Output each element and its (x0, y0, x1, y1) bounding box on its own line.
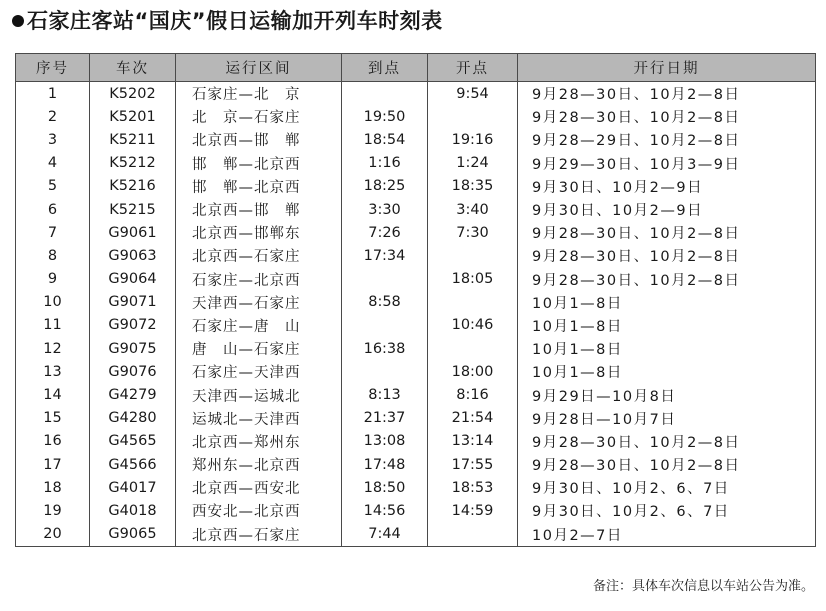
departure-time (428, 244, 518, 267)
row-index: 3 (16, 128, 90, 151)
departure-time: 18:00 (428, 360, 518, 383)
route: 北京西—西安北 (176, 476, 342, 499)
table-row (16, 314, 816, 337)
route: 石家庄—北京西 (176, 268, 342, 291)
column-header-train-number: 车次 (90, 54, 176, 82)
operating-dates: 9月29—30日、10月3—9日 (518, 152, 816, 175)
row-index: 20 (16, 523, 90, 547)
operating-dates: 9月28日—10月7日 (518, 407, 816, 430)
row-index: 8 (16, 244, 90, 267)
table-row (16, 291, 816, 314)
operating-dates: 10月2—7日 (518, 523, 816, 547)
row-index: 19 (16, 499, 90, 522)
train-number: G9075 (90, 337, 176, 360)
route: 邯 郸—北京西 (176, 175, 342, 198)
arrival-time: 18:25 (342, 175, 428, 198)
table-row (16, 268, 816, 291)
column-header-departure: 开点 (428, 54, 518, 82)
operating-dates: 9月28—30日、10月2—8日 (518, 82, 816, 106)
table-row (16, 128, 816, 151)
row-index: 2 (16, 105, 90, 128)
row-index: 16 (16, 430, 90, 453)
departure-time (428, 291, 518, 314)
table-row (16, 152, 816, 175)
arrival-time: 7:44 (342, 523, 428, 547)
departure-time: 10:46 (428, 314, 518, 337)
route: 石家庄—天津西 (176, 360, 342, 383)
arrival-time: 13:08 (342, 430, 428, 453)
train-number: G4017 (90, 476, 176, 499)
operating-dates: 9月28—30日、10月2—8日 (518, 105, 816, 128)
train-number: G4565 (90, 430, 176, 453)
footnote: 备注：具体车次信息以车站公告为准。 (592, 579, 814, 594)
row-index: 7 (16, 221, 90, 244)
operating-dates: 10月1—8日 (518, 337, 816, 360)
table-row (16, 407, 816, 430)
row-index: 4 (16, 152, 90, 175)
route: 石家庄—唐 山 (176, 314, 342, 337)
arrival-time (342, 82, 428, 106)
arrival-time: 14:56 (342, 499, 428, 522)
operating-dates: 9月28—30日、10月2—8日 (518, 430, 816, 453)
row-index: 18 (16, 476, 90, 499)
table-row (16, 453, 816, 476)
arrival-time: 3:30 (342, 198, 428, 221)
column-header-route: 运行区间 (176, 54, 342, 82)
column-header-arrival: 到点 (342, 54, 428, 82)
train-number: G4566 (90, 453, 176, 476)
arrival-time: 17:48 (342, 453, 428, 476)
route: 北京西—石家庄 (176, 523, 342, 547)
table-row (16, 360, 816, 383)
table-row (16, 105, 816, 128)
arrival-time: 18:50 (342, 476, 428, 499)
arrival-time (342, 314, 428, 337)
operating-dates: 9月30日、10月2、6、7日 (518, 499, 816, 522)
operating-dates: 9月30日、10月2—9日 (518, 198, 816, 221)
departure-time: 18:35 (428, 175, 518, 198)
arrival-time: 16:38 (342, 337, 428, 360)
arrival-time: 7:26 (342, 221, 428, 244)
train-number: G9071 (90, 291, 176, 314)
row-index: 14 (16, 383, 90, 406)
table-row (16, 244, 816, 267)
arrival-time: 8:13 (342, 383, 428, 406)
bullet-icon (12, 15, 24, 27)
route: 郑州东—北京西 (176, 453, 342, 476)
column-header-operating-dates: 开行日期 (518, 54, 816, 82)
route: 北京西—郑州东 (176, 430, 342, 453)
train-number: K5216 (90, 175, 176, 198)
arrival-time (342, 268, 428, 291)
row-index: 9 (16, 268, 90, 291)
arrival-time: 17:34 (342, 244, 428, 267)
route: 天津西—石家庄 (176, 291, 342, 314)
row-index: 5 (16, 175, 90, 198)
operating-dates: 9月28—30日、10月2—8日 (518, 244, 816, 267)
timetable (15, 53, 816, 547)
route: 北京西—邯 郸 (176, 128, 342, 151)
train-number: G4018 (90, 499, 176, 522)
departure-time: 13:14 (428, 430, 518, 453)
row-index: 15 (16, 407, 90, 430)
arrival-time: 18:54 (342, 128, 428, 151)
train-number: G9072 (90, 314, 176, 337)
train-number: G9064 (90, 268, 176, 291)
row-index: 17 (16, 453, 90, 476)
operating-dates: 9月28—30日、10月2—8日 (518, 453, 816, 476)
train-number: G9063 (90, 244, 176, 267)
operating-dates: 9月30日、10月2、6、7日 (518, 476, 816, 499)
arrival-time: 1:16 (342, 152, 428, 175)
train-number: G9076 (90, 360, 176, 383)
row-index: 6 (16, 198, 90, 221)
table-row (16, 337, 816, 360)
departure-time: 8:16 (428, 383, 518, 406)
operating-dates: 9月29日—10月8日 (518, 383, 816, 406)
route: 北京西—邯 郸 (176, 198, 342, 221)
operating-dates: 9月30日、10月2—9日 (518, 175, 816, 198)
row-index: 10 (16, 291, 90, 314)
arrival-time: 21:37 (342, 407, 428, 430)
arrival-time: 19:50 (342, 105, 428, 128)
train-number: K5201 (90, 105, 176, 128)
route: 北京西—石家庄 (176, 244, 342, 267)
table-row (16, 198, 816, 221)
row-index: 1 (16, 82, 90, 106)
route: 天津西—运城北 (176, 383, 342, 406)
operating-dates: 10月1—8日 (518, 291, 816, 314)
row-index: 11 (16, 314, 90, 337)
route: 唐 山—石家庄 (176, 337, 342, 360)
departure-time (428, 105, 518, 128)
train-number: G9065 (90, 523, 176, 547)
table-row (16, 523, 816, 547)
page-title (12, 6, 443, 36)
arrival-time (342, 360, 428, 383)
route: 邯 郸—北京西 (176, 152, 342, 175)
table-row (16, 175, 816, 198)
departure-time: 18:05 (428, 268, 518, 291)
departure-time: 14:59 (428, 499, 518, 522)
page-title-text: 石家庄客站“国庆”假日运输加开列车时刻表 (27, 9, 443, 33)
row-index: 13 (16, 360, 90, 383)
route: 北京西—邯郸东 (176, 221, 342, 244)
train-number: K5211 (90, 128, 176, 151)
train-number: K5202 (90, 82, 176, 106)
departure-time: 1:24 (428, 152, 518, 175)
operating-dates: 9月28—30日、10月2—8日 (518, 268, 816, 291)
train-number: G9061 (90, 221, 176, 244)
departure-time: 21:54 (428, 407, 518, 430)
row-index: 12 (16, 337, 90, 360)
train-number: G4280 (90, 407, 176, 430)
operating-dates: 10月1—8日 (518, 360, 816, 383)
route: 北 京—石家庄 (176, 105, 342, 128)
departure-time: 9:54 (428, 82, 518, 106)
table-header-row (16, 54, 816, 82)
train-number: K5215 (90, 198, 176, 221)
operating-dates: 10月1—8日 (518, 314, 816, 337)
departure-time: 7:30 (428, 221, 518, 244)
table-row (16, 383, 816, 406)
departure-time: 18:53 (428, 476, 518, 499)
table-row (16, 82, 816, 106)
operating-dates: 9月28—29日、10月2—8日 (518, 128, 816, 151)
route: 运城北—天津西 (176, 407, 342, 430)
table-row (16, 430, 816, 453)
departure-time (428, 337, 518, 360)
table-row (16, 499, 816, 522)
departure-time (428, 523, 518, 547)
train-number: G4279 (90, 383, 176, 406)
route: 西安北—北京西 (176, 499, 342, 522)
departure-time: 3:40 (428, 198, 518, 221)
train-number: K5212 (90, 152, 176, 175)
operating-dates: 9月28—30日、10月2—8日 (518, 221, 816, 244)
column-header-index: 序号 (16, 54, 90, 82)
arrival-time: 8:58 (342, 291, 428, 314)
departure-time: 17:55 (428, 453, 518, 476)
table-row (16, 476, 816, 499)
departure-time: 19:16 (428, 128, 518, 151)
route: 石家庄—北 京 (176, 82, 342, 106)
table-row (16, 221, 816, 244)
